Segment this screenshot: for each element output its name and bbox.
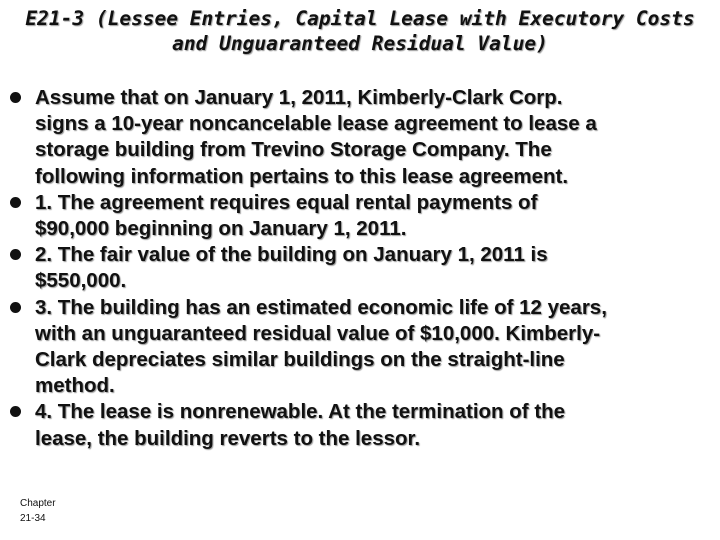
bullet-line: storage building from Trevino Storage Company. The [35,138,552,162]
bullet-dot-icon [10,249,21,260]
slide-title-line-1: E21-3 (Lessee Entries, Capital Lease with Executory Costs [25,7,695,30]
bullet-item [10,399,710,451]
bullet-line: following information pertains to this lease agreement. [35,164,569,188]
slide-title [0,6,720,56]
footer-chapter-label: Chapter [20,498,56,509]
bullet-dot-icon [10,92,21,103]
bullet-line: $90,000 beginning on January 1, 2011. [35,217,407,241]
bullet-line: Assume that on January 1, 2011, Kimberly-Clark Corp. [35,86,563,109]
bullet-item [10,190,710,242]
bullet-item [10,85,710,190]
bullet-line: 1. The agreement requires equal rental payments of [35,190,538,214]
bullet-dot-icon [10,406,21,417]
slide-title-line-2: and Unguaranteed Residual Value) [172,32,548,55]
bullet-line: signs a 10-year noncancelable lease agreement to lease a [35,112,597,136]
bullet-item [10,242,710,294]
bullet-line: 4. The lease is nonrenewable. At the termination of the [35,400,566,424]
bullet-line: 3. The building has an estimated economic life of 12 years, [35,295,607,319]
bullet-line: 2. The fair value of the building on January 1, 2011 is [35,243,548,267]
bullet-line: $550,000. [35,269,127,293]
footer-page-ref: 21-34 [20,513,46,524]
bullet-dot-icon [10,302,21,313]
bullet-dot-icon [10,197,21,208]
bullet-line: lease, the building reverts to the lessor. [35,426,421,450]
bullet-line: method. [35,374,115,398]
bullet-list [10,85,710,452]
bullet-line: Clark depreciates similar buildings on the straight-line [35,348,565,372]
bullet-line: with an unguaranteed residual value of $10,000. Kimberly- [35,321,601,345]
slide-footer [20,496,56,526]
bullet-item [10,295,710,400]
